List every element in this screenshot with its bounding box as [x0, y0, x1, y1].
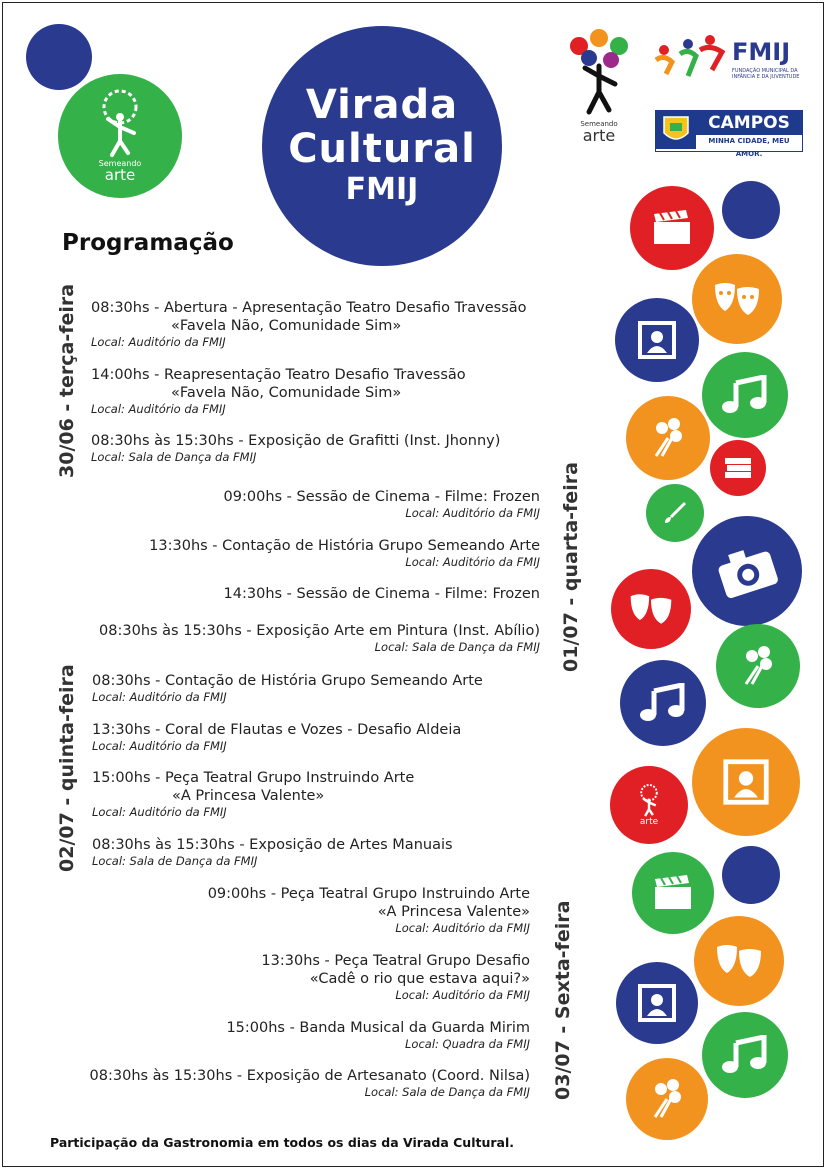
event-item — [226, 1019, 530, 1051]
event-sub: «A Princesa Valente» — [172, 788, 325, 804]
event-location: Local: Auditório da FMIJ — [92, 805, 227, 819]
flower-bouquet-icon — [648, 416, 688, 460]
event-sub: «A Princesa Valente» — [377, 904, 530, 920]
event-location: Local: Sala de Dança da FMIJ — [364, 1085, 530, 1099]
arte-small-label: arte — [639, 816, 659, 827]
title-line-3: FMIJ — [345, 172, 419, 207]
event-main: 14:00hs - Reapresentação Teatro Desafio Travessão — [91, 367, 466, 383]
event-item — [91, 366, 466, 416]
theater-masks-circle — [692, 254, 782, 344]
event-main: 09:00hs - Peça Teatral Grupo Instruindo Arte — [207, 886, 530, 902]
title-circle — [262, 26, 502, 266]
tree-dancer-icon — [634, 784, 664, 818]
theater-masks-icon — [711, 279, 763, 319]
music-green-circle — [702, 1012, 788, 1098]
event-item — [92, 672, 483, 704]
event-main: 15:00hs - Peça Teatral Grupo Instruindo Arte — [92, 770, 415, 786]
event-location: Local: Auditório da FMIJ — [92, 739, 227, 753]
fmij-figures-icon — [652, 34, 726, 84]
event-main: 08:30hs às 15:30hs - Exposição de Grafitti (Inst. Jhonny) — [91, 433, 501, 449]
semeando-arte-logo — [58, 74, 182, 198]
semeando-arte-color-logo — [556, 26, 642, 150]
event-location: Local: Sala de Dança da FMIJ — [91, 450, 257, 464]
event-location: Local: Auditório da FMIJ — [92, 690, 227, 704]
brush-circle — [646, 484, 704, 542]
semeando-red-circle — [610, 766, 688, 844]
event-sub: «Cadê o rio que estava aqui?» — [309, 971, 530, 987]
event-item — [91, 299, 527, 349]
clapperboard-icon — [650, 208, 694, 248]
event-main: 08:30hs às 15:30hs - Exposição Arte em Pintura (Inst. Abílio) — [99, 623, 540, 639]
event-item — [149, 537, 540, 569]
campos-slogan: MINHA CIDADE, MEU AMOR. — [708, 137, 790, 158]
day-label-2: 01/07 - quarta-feira — [560, 462, 582, 672]
event-item — [90, 1067, 530, 1099]
flowers-green-circle — [716, 624, 800, 708]
fmij-logo — [652, 34, 802, 94]
title-line-2: Cultural — [288, 126, 476, 172]
flowers-circle — [626, 396, 710, 480]
event-item — [91, 432, 500, 464]
event-location: Local: Auditório da FMIJ — [395, 921, 530, 935]
event-main: 08:30hs - Contação de História Grupo Semeando Arte — [92, 673, 483, 689]
decor-circle — [26, 24, 92, 90]
music-circle — [702, 352, 788, 438]
event-main: 13:30hs - Contação de História Grupo Semeando Arte — [149, 538, 540, 554]
tree-dancer-icon — [90, 89, 150, 159]
flower-bouquet-icon — [738, 644, 778, 688]
framed-painting-icon — [636, 319, 678, 361]
fmij-subtitle: FUNDAÇÃO MUNICIPAL DA INFÂNCIA E DA JUVENTUDE — [732, 68, 800, 80]
event-location: Local: Auditório da FMIJ — [395, 988, 530, 1002]
event-item — [99, 622, 540, 654]
campos-logo — [655, 110, 803, 158]
event-item — [261, 952, 530, 1002]
day-label-1: 30/06 - terça-feira — [56, 283, 78, 478]
paintbrush-icon — [661, 499, 689, 527]
day-label-4: 03/07 - Sexta-feira — [552, 900, 574, 1100]
arte-color-label: arte — [582, 126, 616, 145]
event-main: 08:30hs às 15:30hs - Exposição de Artesanato (Coord. Nilsa) — [89, 1068, 530, 1084]
masks-orange-circle — [694, 916, 784, 1006]
masks-red-circle — [611, 569, 691, 649]
clapperboard-circle — [630, 186, 714, 270]
program-heading: Programação — [62, 230, 234, 256]
event-sub: «Favela Não, Comunidade Sim» — [171, 385, 402, 401]
footer-note: Participação da Gastronomia em todos os dias da Virada Cultural. — [50, 1135, 514, 1150]
camera-circle — [692, 516, 802, 626]
flower-bouquet-icon — [647, 1077, 687, 1121]
title-line-1: Virada — [305, 82, 459, 128]
fmij-wordmark: FMIJ — [732, 38, 791, 66]
painting-circle — [615, 298, 699, 382]
camera-icon — [710, 538, 784, 605]
music-note-icon — [720, 1035, 770, 1075]
event-main: 08:30hs às 15:30hs - Exposição de Artes Manuais — [92, 837, 453, 853]
decor-circle — [722, 181, 780, 239]
event-main: 08:30hs - Abertura - Apresentação Teatro Desafio Travessão — [91, 300, 527, 316]
music-note-icon — [638, 683, 688, 723]
music-blue-circle — [620, 660, 706, 746]
arte-label: arte — [104, 166, 136, 184]
event-location: Local: Sala de Dança da FMIJ — [92, 854, 258, 868]
event-location: Local: Quadra da FMIJ — [405, 1037, 530, 1051]
semeando-label: Semeando — [98, 159, 142, 168]
semeando-color-label: Semeando — [580, 120, 618, 128]
painting-blue-circle — [616, 962, 698, 1044]
event-item — [208, 885, 530, 935]
event-main: 15:00hs - Banda Musical da Guarda Mirim — [226, 1020, 530, 1036]
event-item — [92, 836, 453, 868]
event-main: 13:30hs - Peça Teatral Grupo Desafio — [261, 953, 530, 969]
books-icon — [723, 456, 753, 480]
painting-orange-circle — [692, 728, 800, 836]
tree-dancer-color-icon — [559, 26, 639, 116]
books-circle — [710, 440, 766, 496]
framed-painting-icon — [721, 757, 771, 807]
event-sub: «Favela Não, Comunidade Sim» — [171, 318, 402, 334]
theater-masks-icon — [713, 941, 765, 981]
event-item — [224, 585, 540, 603]
clapperboard-icon — [651, 873, 695, 913]
event-item — [224, 488, 540, 520]
day-label-3: 02/07 - quinta-feira — [56, 664, 78, 872]
event-item — [92, 721, 461, 753]
event-location: Local: Sala de Dança da FMIJ — [374, 640, 540, 654]
event-location: Local: Auditório da FMIJ — [91, 402, 226, 416]
event-item — [92, 769, 414, 819]
event-location: Local: Auditório da FMIJ — [405, 506, 540, 520]
event-location: Local: Auditório da FMIJ — [91, 335, 226, 349]
decor-circle — [722, 846, 780, 904]
framed-painting-icon — [636, 982, 678, 1024]
campos-crest-icon — [656, 111, 696, 149]
event-main: 13:30hs - Coral de Flautas e Vozes - Desafio Aldeia — [92, 722, 462, 738]
theater-masks-icon — [627, 590, 675, 628]
flowers-orange-circle — [626, 1058, 708, 1140]
event-main: 09:00hs - Sessão de Cinema - Filme: Frozen — [223, 489, 540, 505]
clapperboard-green-circle — [632, 852, 714, 934]
campos-wordmark: CAMPOS — [696, 111, 802, 135]
event-location: Local: Auditório da FMIJ — [405, 555, 540, 569]
event-main: 14:30hs - Sessão de Cinema - Filme: Frozen — [223, 586, 540, 602]
music-note-icon — [720, 375, 770, 415]
